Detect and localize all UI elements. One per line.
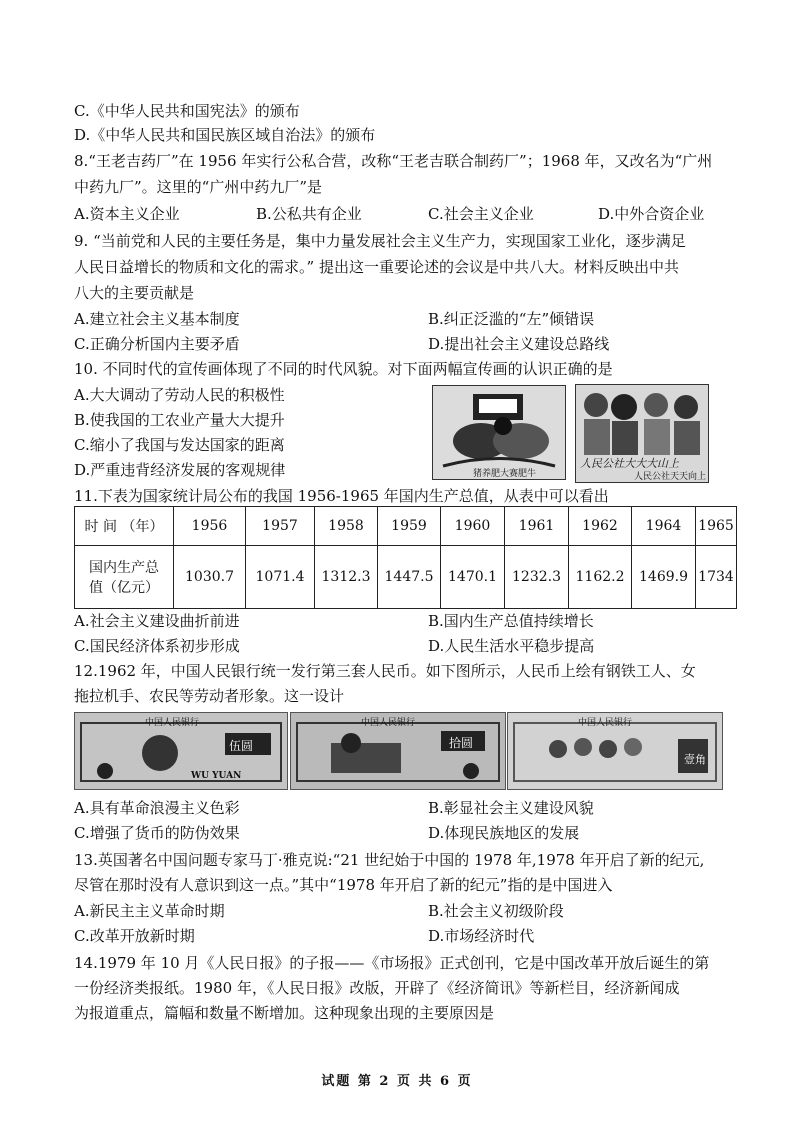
q13-option-b: B.社会主义初级阶段 [428, 902, 564, 920]
question-11: 11.下表为国家统计局公布的我国 1956-1965 年国内生产总值，从表中可以看出 [74, 487, 609, 505]
banknote-5-yuan [74, 712, 288, 790]
q12-option-d: D.体现民族地区的发展 [428, 824, 580, 842]
q8-option-a: A.资本主义企业 [74, 205, 180, 223]
question-9-line-3: 八大的主要贡献是 [74, 284, 195, 302]
table-cell-year: 1958 [315, 507, 378, 546]
table-cell-year: 1961 [505, 507, 569, 546]
table-row-label-line-1: 国内生产总 [89, 560, 159, 576]
bank-name: 中国人民银行 [578, 718, 633, 728]
table-cell-year: 1964 [632, 507, 696, 546]
q9-option-c: C.正确分析国内主要矛盾 [74, 335, 240, 353]
table-cell-year: 1959 [378, 507, 441, 546]
question-12-line-2: 拖拉机手、农民等劳动者形象。这一设计 [74, 687, 345, 705]
gdp-table [74, 506, 737, 609]
question-10: 10. 不同时代的宣传画体现了不同的时代风貌。对下面两幅宣传画的认识正确的是 [74, 360, 613, 378]
table-cell-gdp: 1232.3 [505, 546, 569, 609]
q12-option-a: A.具有革命浪漫主义色彩 [74, 799, 240, 817]
question-9-line-1: 9. “当前党和人民的主要任务是，集中力量发展社会主义生产力，实现国家工业化，逐步满足 [74, 232, 686, 250]
q10-option-d: D.严重违背经济发展的客观规律 [74, 461, 286, 479]
question-8-line-1: 8.“王老吉药厂”在 1956 年实行公私合营，改称“王老吉联合制药厂”；1968 年，又改名为“广州 [74, 152, 713, 170]
question-14-line-2: 一份经济类报纸。1980 年，《人民日报》改版，开辟了《经济简讯》等新栏目，经济新闻成 [74, 979, 680, 997]
question-14-line-3: 为报道重点，篇幅和数量不断增加。这种现象出现的主要原因是 [74, 1004, 495, 1022]
table-cell-gdp: 1312.3 [315, 546, 378, 609]
table-cell-gdp: 1470.1 [441, 546, 505, 609]
option-c-constitution: C.《中华人民共和国宪法》的颁布 [74, 102, 300, 120]
table-cell-gdp: 1162.2 [569, 546, 632, 609]
table-cell-gdp: 1469.9 [632, 546, 696, 609]
table-row-gdp [75, 546, 737, 609]
banknote-10-yuan [290, 712, 506, 790]
q12-option-c: C.增强了货币的防伪效果 [74, 824, 240, 842]
table-header-label: 时 间 （年） [75, 507, 174, 546]
question-14-line-1: 14.1979 年 10 月《人民日报》的子报——《市场报》正式创刊，它是中国改革开放后诞生的第 [74, 954, 710, 972]
table-cell-year: 1957 [246, 507, 315, 546]
banknote-5-yuan-text: WU YUAN [191, 771, 242, 781]
table-cell-gdp: 1030.7 [174, 546, 246, 609]
q11-option-c: C.国民经济体系初步形成 [74, 637, 240, 655]
page-footer: 试题 第 2 页 共 6 页 [321, 1074, 473, 1089]
table-row-year [75, 507, 737, 546]
banknote-10-value: 拾圆 [449, 736, 474, 750]
q10-option-c: C.缩小了我国与发达国家的距离 [74, 436, 285, 454]
q9-option-d: D.提出社会主义建设总路线 [428, 335, 610, 353]
question-13-line-1: 13.英国著名中国问题专家马丁·雅克说:“21 世纪始于中国的 1978 年,1978 年开启了新的纪元, [74, 851, 705, 869]
question-12-line-1: 12.1962 年，中国人民银行统一发行第三套人民币。如下图所示，人民币上绘有钢铁工人、女 [74, 662, 696, 680]
q11-option-d: D.人民生活水平稳步提高 [428, 637, 595, 655]
bank-name: 中国人民银行 [145, 718, 200, 728]
question-9-line-2: 人民日益增长的物质和文化的需求。” 提出这一重要论述的会议是中共八大。材料反映出中共 [74, 258, 679, 276]
poster-2-title: 人民公社大大大山上 [580, 457, 679, 470]
banknote-1-jiao [507, 712, 723, 790]
option-d-autonomy-law: D.《中华人民共和国民族区域自治法》的颁布 [74, 126, 376, 144]
table-row-label [75, 546, 174, 609]
table-cell-year: 1965 [696, 507, 737, 546]
propaganda-poster-commune [575, 384, 709, 483]
propaganda-poster-pig [432, 385, 566, 480]
q13-option-a: A.新民主主义革命时期 [74, 902, 225, 920]
banknote-1-jiao-value: 壹角 [684, 753, 706, 766]
table-cell-year: 1962 [569, 507, 632, 546]
table-cell-year: 1960 [441, 507, 505, 546]
q10-option-a: A.大大调动了劳动人民的积极性 [74, 386, 285, 404]
poster-1-caption: 猪养肥大赛肥牛 [473, 469, 537, 479]
poster-2-caption: 人民公社天天向上 [634, 472, 707, 482]
table-cell-gdp: 1071.4 [246, 546, 315, 609]
q13-option-c: C.改革开放新时期 [74, 927, 195, 945]
q10-option-b: B.使我国的工农业产量大大提升 [74, 411, 285, 429]
q8-option-b: B.公私共有企业 [256, 205, 362, 223]
banknote-5-value: 伍圆 [229, 739, 254, 753]
q9-option-a: A.建立社会主义基本制度 [74, 310, 240, 328]
table-cell-gdp: 1447.5 [378, 546, 441, 609]
q11-option-a: A.社会主义建设曲折前进 [74, 612, 240, 630]
q8-option-c: C.社会主义企业 [428, 205, 534, 223]
q12-option-b: B.彰显社会主义建设风貌 [428, 799, 594, 817]
q9-option-b: B.纠正泛滥的“左”倾错误 [428, 310, 595, 328]
q13-option-d: D.市场经济时代 [428, 927, 535, 945]
q8-option-d: D.中外合资企业 [598, 205, 705, 223]
q11-option-b: B.国内生产总值持续增长 [428, 612, 594, 630]
question-8-line-2: 中药九厂”。这里的“广州中药九厂”是 [74, 178, 323, 196]
table-row-label-line-2: 值（亿元） [89, 580, 159, 596]
question-13-line-2: 尽管在那时没有人意识到这一点。”其中“1978 年开启了新的纪元”指的是中国进入 [74, 876, 613, 894]
table-cell-gdp: 1734 [696, 546, 737, 609]
table-cell-year: 1956 [174, 507, 246, 546]
bank-name: 中国人民银行 [361, 718, 416, 728]
